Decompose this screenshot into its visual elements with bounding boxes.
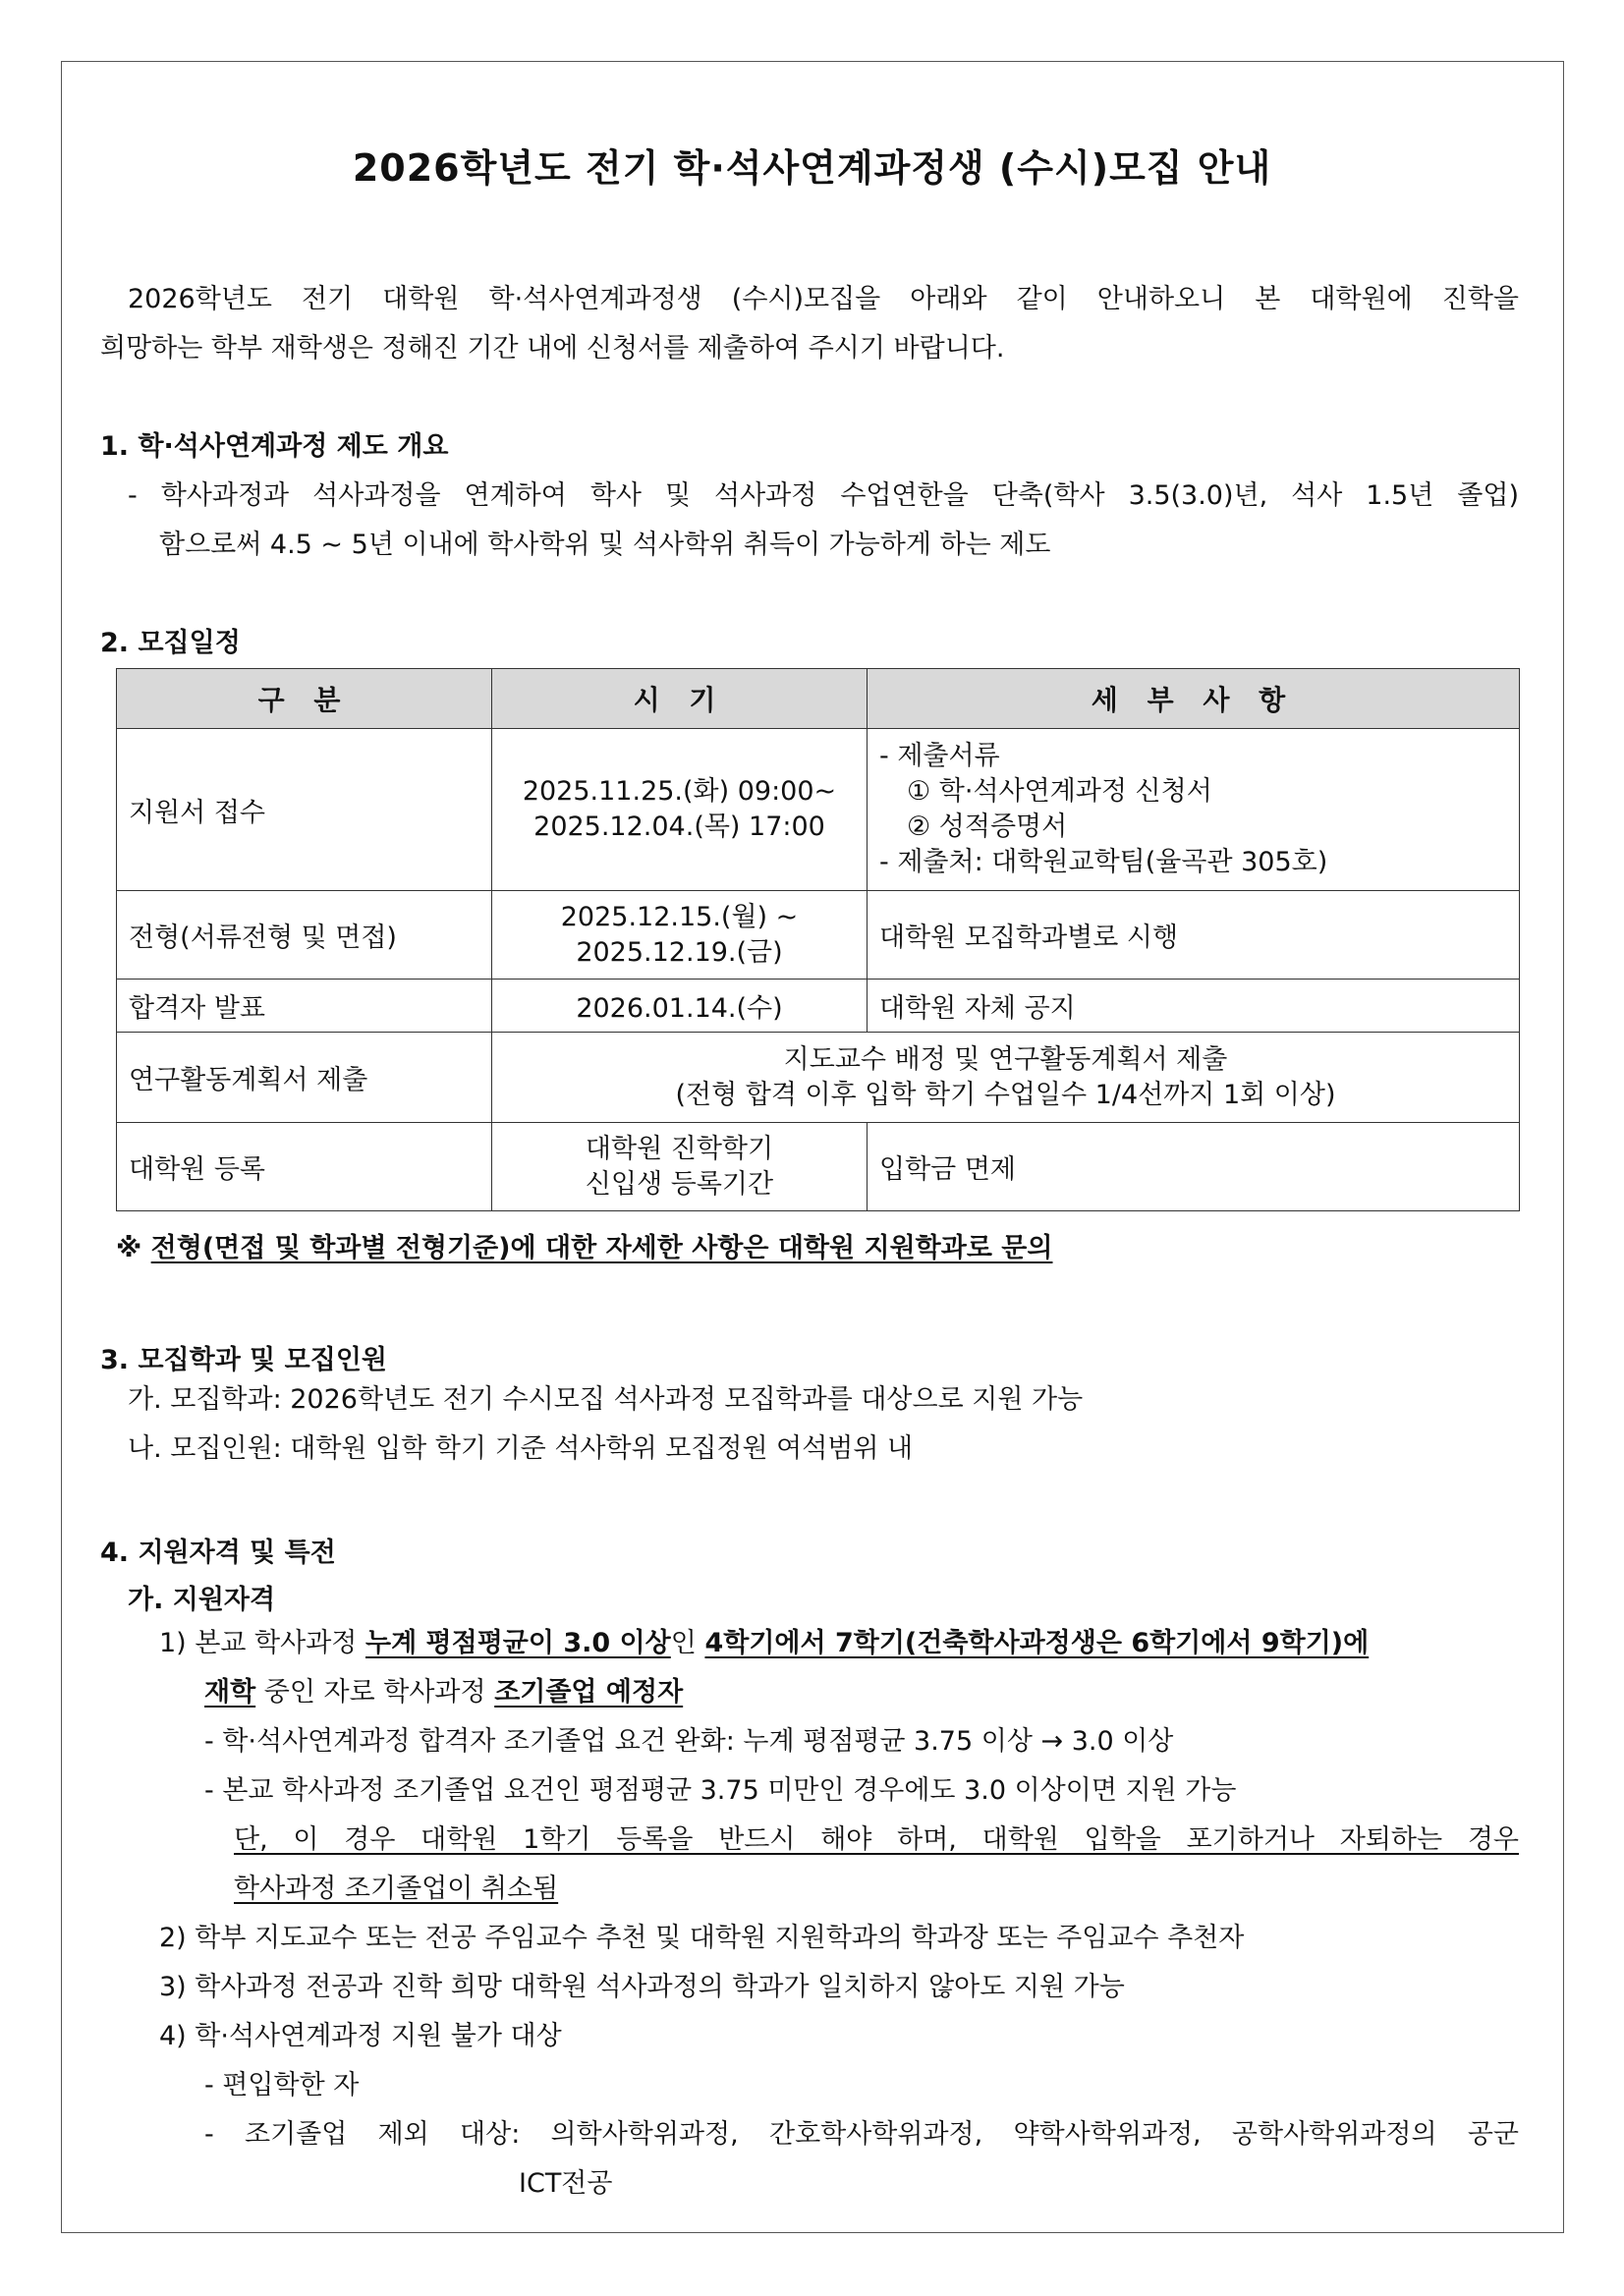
table-row (117, 980, 1520, 1033)
section-3-item-b: 나. 모집인원: 대학원 입학 학기 기준 석사학위 모집정원 여석범위 내 (128, 1433, 914, 1464)
row-detail (868, 729, 1520, 891)
section-2-heading: 2. 모집일정 (100, 628, 241, 658)
section-1-line-2: 함으로써 4.5 ~ 5년 이내에 학사학위 및 석사학위 취득이 가능하게 하는 제도 (159, 530, 1051, 560)
row-category: 대학원 등록 (117, 1123, 492, 1211)
row-period: 2026.01.14.(수) (492, 980, 868, 1033)
section-4-sub-heading: 가. 지원자격 (128, 1585, 276, 1615)
period-start: 2025.12.15.(월) ~ (560, 901, 799, 932)
early-graduation-text: 조기졸업 예정자 (494, 1677, 684, 1708)
period-end: 2025.12.19.(금) (576, 936, 783, 968)
table-row (117, 1033, 1520, 1123)
note-mark: ※ (116, 1233, 142, 1263)
enrolled-text: 재학 (204, 1677, 256, 1708)
row-detail: 대학원 모집학과별로 시행 (868, 891, 1520, 980)
qualification-1-bullet-2-note-1: 단, 이 경우 대학원 1학기 등록을 반드시 해야 하며, 대학원 입학을 포기하거나 자퇴하는 경우 (234, 1824, 1519, 1855)
qualification-1-bullet-2-note-2: 학사과정 조기졸업이 취소됨 (234, 1874, 559, 1904)
detail-line: ① 학·석사연계과정 신청서 (907, 776, 1212, 807)
row-period (492, 891, 868, 980)
note-text: 전형(면접 및 학과별 전형기준)에 대한 자세한 사항은 대학원 지원학과로 문의 (150, 1233, 1053, 1263)
column-header-detail: 세 부 사 항 (868, 669, 1520, 729)
qualification-4-bullet-2-cont: ICT전공 (519, 2168, 613, 2199)
row-period (492, 729, 868, 891)
section-3-item-a: 가. 모집학과: 2026학년도 전기 수시모집 석사과정 모집학과를 대상으로 지원 가능 (128, 1384, 1084, 1415)
row-detail: 입학금 면제 (868, 1123, 1520, 1211)
qualification-4-bullet-2: - 조기졸업 제외 대상: 의학사학위과정, 간호학사학위과정, 약학사학위과정, 공학사학위과정의 공군 (204, 2119, 1519, 2150)
qualification-1-bullet-1: - 학·석사연계과정 합격자 조기졸업 요건 완화: 누계 평점평균 3.75 이상 → 3.0 이상 (204, 1726, 1174, 1757)
section-4-heading: 4. 지원자격 및 특전 (100, 1538, 336, 1568)
row-detail: 대학원 자체 공지 (868, 980, 1520, 1033)
qualification-1-bullet-2: - 본교 학사과정 조기졸업 요건인 평점평균 3.75 미만인 경우에도 3.0 이상이면 지원 가능 (204, 1775, 1237, 1806)
period-end: 2025.12.04.(목) 17:00 (533, 812, 825, 842)
intro-line-1: 2026학년도 전기 대학원 학·석사연계과정생 (수시)모집을 아래와 같이 안내하오니 본 대학원에 진학을 (128, 284, 1519, 314)
schedule-note (116, 1224, 1052, 1273)
section-1-heading: 1. 학·석사연계과정 제도 개요 (100, 431, 449, 462)
page-title: 2026학년도 전기 학·석사연계과정생 (수시)모집 안내 (352, 146, 1272, 190)
row-category: 지원서 접수 (117, 729, 492, 891)
qualification-1-line-1 (159, 1619, 1519, 1668)
row-period (492, 1123, 868, 1211)
table-row (117, 729, 1520, 891)
detail-line: - 제출처: 대학원교학팀(율곡관 305호) (879, 847, 1328, 877)
period-line: 대학원 진학학기 (585, 1133, 774, 1164)
schedule-header-row (117, 669, 1520, 729)
detail-line: 지도교수 배정 및 연구활동계획서 제출 (783, 1043, 1228, 1075)
column-header-period: 시 기 (492, 669, 868, 729)
row-detail-merged (492, 1033, 1520, 1123)
row-category: 연구활동계획서 제출 (117, 1033, 492, 1123)
intro-line-2: 희망하는 학부 재학생은 정해진 기간 내에 신청서를 제출하여 주시기 바랍니다. (100, 333, 1005, 364)
gpa-requirement: 누계 평점평균이 3.0 이상 (364, 1628, 671, 1658)
qualification-1-line-2 (204, 1668, 683, 1717)
qualification-3: 3) 학사과정 전공과 진학 희망 대학원 석사과정의 학과가 일치하지 않아도 지원 가능 (159, 1972, 1125, 2002)
schedule-table (116, 668, 1520, 1211)
row-category: 합격자 발표 (117, 980, 492, 1033)
text-segment: 본교 학사과정 (195, 1628, 358, 1658)
item-number: 1) (159, 1628, 187, 1658)
period-line: 신입생 등록기간 (585, 1168, 774, 1200)
text-segment: 중인 자로 학사과정 (263, 1677, 486, 1708)
table-row (117, 1123, 1520, 1211)
section-1-line-1: - 학사과정과 석사과정을 연계하여 학사 및 석사과정 수업연한을 단축(학사 3.5(3.0)년, 석사 1.5년 졸업) (128, 480, 1519, 511)
detail-line: - 제출서류 (879, 741, 1000, 771)
text-segment: 인 (670, 1628, 697, 1658)
qualification-4-bullet-1: - 편입학한 자 (204, 2070, 360, 2100)
table-row (117, 891, 1520, 980)
detail-line: (전형 합격 이후 입학 학기 수업일수 1/4선까지 1회 이상) (675, 1079, 1336, 1110)
row-category: 전형(서류전형 및 면접) (117, 891, 492, 980)
period-start: 2025.11.25.(화) 09:00~ (522, 776, 837, 807)
semester-requirement: 4학기에서 7학기(건축학사과정생은 6학기에서 9학기)에 (704, 1628, 1370, 1658)
detail-line: ② 성적증명서 (907, 812, 1068, 842)
qualification-2: 2) 학부 지도교수 또는 전공 주임교수 추천 및 대학원 지원학과의 학과장 또는 주임교수 추천자 (159, 1923, 1245, 1953)
column-header-category: 구 분 (117, 669, 492, 729)
qualification-4: 4) 학·석사연계과정 지원 불가 대상 (159, 2021, 562, 2051)
section-3-heading: 3. 모집학과 및 모집인원 (100, 1345, 387, 1375)
